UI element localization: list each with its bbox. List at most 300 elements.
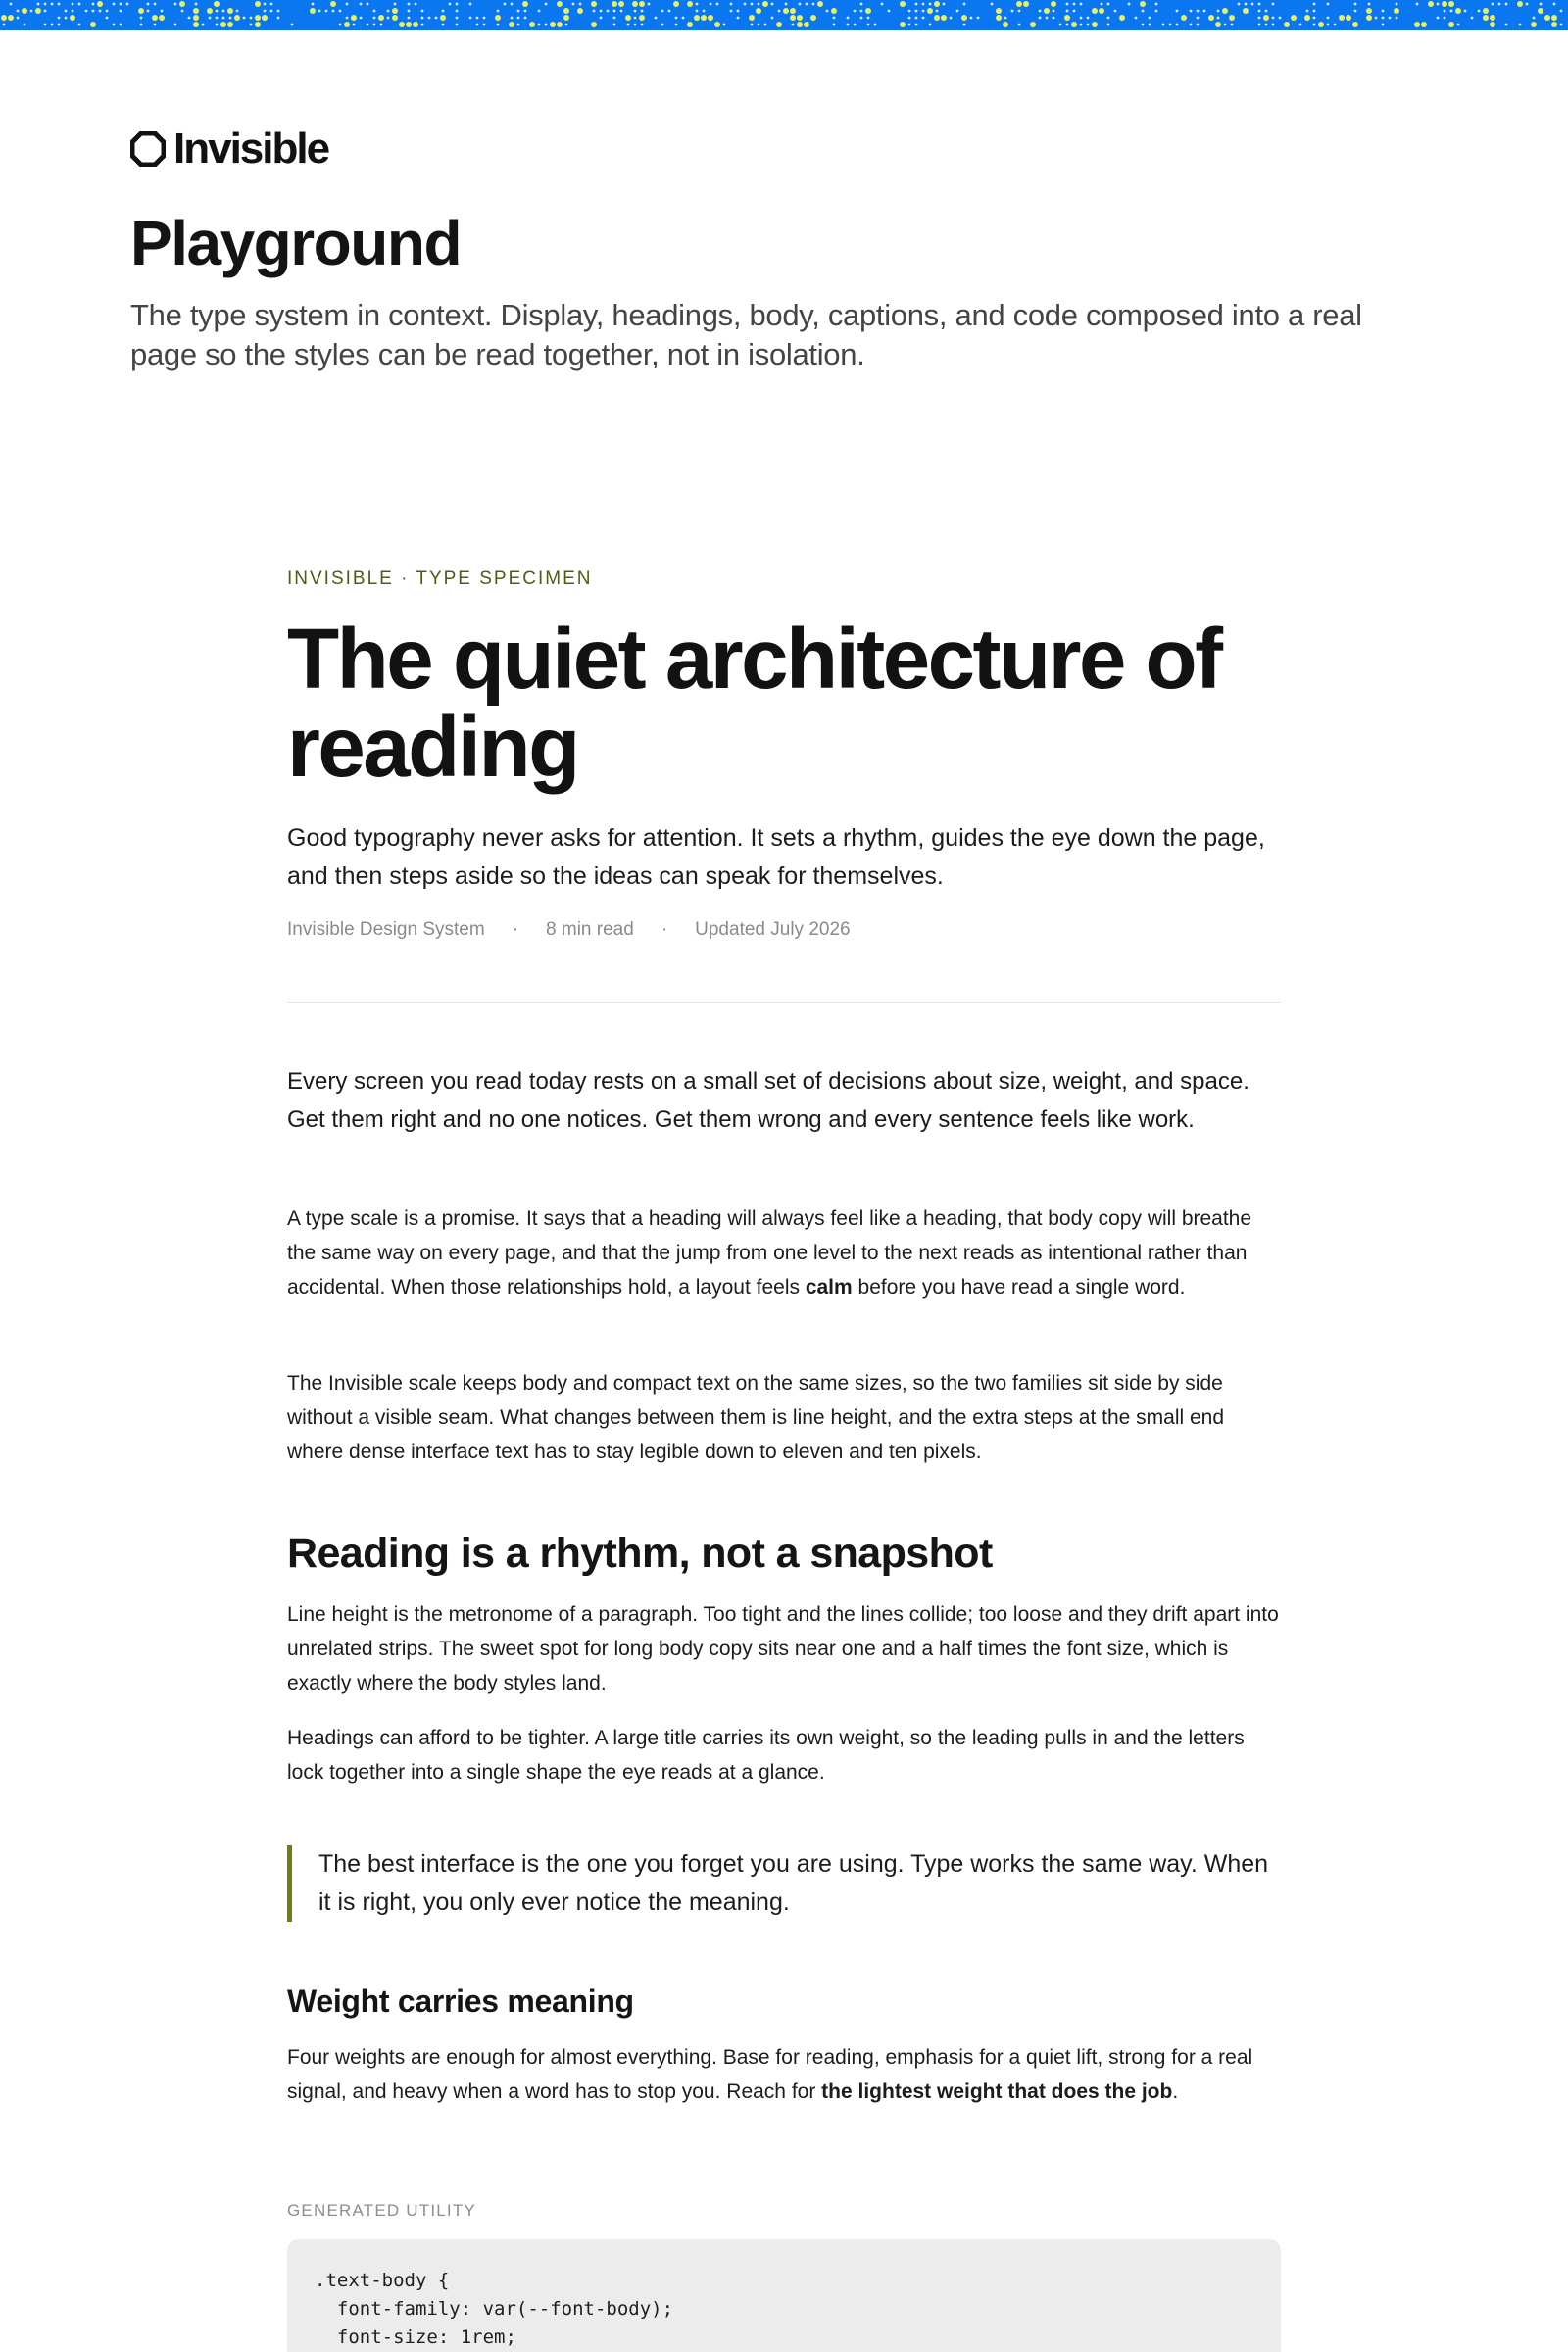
pattern-dot bbox=[408, 10, 411, 13]
pattern-dot bbox=[392, 15, 398, 21]
meta-read-time: 8 min read bbox=[546, 919, 634, 940]
pattern-dot bbox=[860, 17, 863, 20]
pattern-dot bbox=[922, 3, 925, 6]
pattern-dot bbox=[723, 24, 726, 26]
pattern-dot bbox=[1551, 22, 1557, 27]
pattern-dot bbox=[778, 10, 781, 13]
pattern-dot bbox=[1540, 3, 1543, 6]
body-paragraph-4: Headings can afford to be tighter. A large title carries its own weight, so the leading pulls in and the letters lock together into a single shape the eye reads at a glance. bbox=[287, 1727, 1245, 1784]
pattern-dot bbox=[1197, 24, 1200, 26]
pattern-dot bbox=[662, 10, 664, 13]
pattern-dot bbox=[1304, 15, 1310, 21]
pattern-dot bbox=[675, 17, 678, 20]
pattern-dot bbox=[934, 15, 940, 21]
pattern-dot bbox=[51, 24, 54, 26]
pattern-dot bbox=[1306, 10, 1309, 13]
pattern-dot bbox=[1059, 24, 1062, 26]
pattern-dot bbox=[799, 3, 802, 6]
pattern-dot bbox=[92, 3, 95, 6]
pattern-dot bbox=[174, 3, 177, 6]
body-paragraph-1 bbox=[287, 1201, 1281, 1304]
pattern-dot bbox=[1224, 24, 1227, 26]
pattern-dot bbox=[262, 15, 268, 21]
pattern-dot bbox=[1389, 17, 1392, 20]
pattern-dot bbox=[1396, 17, 1398, 20]
pattern-dot bbox=[716, 3, 719, 6]
pattern-dot bbox=[51, 3, 54, 6]
pattern-dot bbox=[854, 10, 857, 13]
pattern-dot bbox=[222, 10, 225, 13]
article-deck: Good typography never asks for attention. It sets a rhythm, guides the eye down the page, and then steps aside so the ideas can speak for themselves. bbox=[287, 824, 1265, 890]
pattern-dot bbox=[1053, 17, 1055, 20]
pattern-dot bbox=[806, 3, 808, 6]
pattern-dot bbox=[865, 8, 871, 14]
pattern-dot bbox=[1231, 24, 1234, 26]
pattern-dot bbox=[1018, 24, 1021, 26]
pattern-dot bbox=[929, 24, 932, 26]
pattern-dot bbox=[607, 10, 610, 13]
pattern-dot bbox=[469, 3, 472, 6]
pattern-dot bbox=[915, 24, 918, 26]
pattern-dot bbox=[756, 8, 761, 14]
pattern-dot bbox=[476, 17, 479, 20]
pattern-dot bbox=[730, 10, 733, 13]
pattern-dot bbox=[1107, 3, 1110, 6]
pattern-dot bbox=[360, 17, 363, 20]
pattern-dot bbox=[325, 10, 328, 13]
pattern-dot bbox=[1107, 17, 1110, 20]
pattern-dot bbox=[701, 15, 707, 21]
pattern-dot bbox=[1368, 3, 1371, 6]
pattern-dot bbox=[703, 10, 706, 13]
pattern-dot bbox=[810, 15, 816, 21]
pattern-dot bbox=[783, 8, 789, 14]
pattern-dot bbox=[1375, 17, 1378, 20]
pattern-dot bbox=[234, 15, 240, 21]
pattern-dot bbox=[860, 10, 863, 13]
pattern-dot bbox=[1142, 10, 1145, 13]
pattern-dot bbox=[78, 3, 81, 6]
pattern-dot bbox=[1505, 24, 1508, 26]
pattern-dot bbox=[72, 3, 74, 6]
pattern-dot bbox=[1243, 8, 1249, 14]
pattern-dot bbox=[618, 1, 624, 7]
pattern-dot bbox=[312, 3, 315, 6]
pattern-dot bbox=[222, 17, 225, 20]
pattern-dot bbox=[1258, 17, 1261, 20]
pattern-dot bbox=[509, 22, 514, 27]
pattern-dot bbox=[1366, 15, 1372, 21]
pattern-dot bbox=[1238, 3, 1241, 6]
pattern-dot bbox=[627, 24, 630, 26]
pattern-dot bbox=[1149, 17, 1152, 20]
pattern-dot bbox=[751, 3, 754, 6]
pattern-dot bbox=[1448, 22, 1454, 27]
logo-octagon-icon bbox=[130, 131, 166, 167]
body-paragraph-2: The Invisible scale keeps body and compact text on the same sizes, so the two families sit side by side without a visible seam. What changes between them is line height, and the extra steps at the small end where dense interface text has to stay legible down to eleven and ten pixels. bbox=[287, 1372, 1225, 1463]
pattern-dot bbox=[687, 1, 693, 7]
pattern-dot bbox=[1327, 24, 1330, 26]
article-headline: The quiet architecture of reading bbox=[287, 612, 1221, 795]
pattern-dot bbox=[517, 10, 520, 13]
pattern-dot bbox=[1396, 3, 1398, 6]
pattern-dot bbox=[456, 3, 459, 6]
pattern-dot bbox=[847, 17, 850, 20]
p5-strong: the lightest weight that does the job bbox=[821, 2081, 1173, 2103]
pattern-dot bbox=[236, 10, 239, 13]
pattern-dot bbox=[826, 10, 829, 13]
pattern-dot bbox=[579, 3, 582, 6]
subsection-heading: Weight carries meaning bbox=[287, 1984, 634, 2019]
pattern-dot bbox=[65, 10, 68, 13]
pattern-dot bbox=[140, 17, 143, 20]
article-eyebrow: INVISIBLE · TYPE SPECIMEN bbox=[287, 568, 593, 589]
pattern-dot bbox=[449, 3, 452, 6]
article-meta bbox=[287, 919, 851, 941]
pattern-dot bbox=[634, 17, 637, 20]
pattern-dot bbox=[37, 3, 40, 6]
pattern-dot bbox=[1073, 10, 1076, 13]
pattern-dot bbox=[1155, 10, 1158, 13]
pattern-dot bbox=[908, 24, 911, 26]
pattern-dot bbox=[339, 10, 342, 13]
pattern-dot bbox=[1073, 3, 1076, 6]
pattern-dot bbox=[668, 10, 671, 13]
pattern-dot bbox=[634, 24, 637, 26]
pattern-dot bbox=[504, 3, 507, 6]
pattern-dot bbox=[943, 3, 946, 6]
meta-separator: · bbox=[512, 919, 519, 940]
pattern-dot bbox=[408, 17, 411, 20]
pattern-dot bbox=[922, 10, 925, 13]
pattern-dot bbox=[708, 15, 713, 21]
pattern-dot bbox=[804, 22, 809, 27]
pattern-dot bbox=[1181, 15, 1187, 21]
pattern-dot bbox=[392, 8, 398, 14]
pattern-dot bbox=[17, 10, 20, 13]
pattern-dot bbox=[406, 22, 412, 27]
pattern-dot bbox=[1229, 15, 1235, 21]
pattern-dot bbox=[1382, 10, 1385, 13]
code-caption: GENERATED UTILITY bbox=[287, 2201, 476, 2220]
pattern-dot bbox=[696, 3, 699, 6]
pattern-dot bbox=[545, 24, 548, 26]
pattern-dot bbox=[1416, 3, 1419, 6]
pattern-dot bbox=[207, 8, 213, 14]
pattern-dot bbox=[442, 10, 445, 13]
pattern-dot bbox=[1004, 17, 1007, 20]
pattern-dot bbox=[934, 1, 940, 7]
p1-strong: calm bbox=[805, 1276, 853, 1298]
pattern-dot bbox=[675, 24, 678, 26]
pattern-dot bbox=[120, 24, 122, 26]
pattern-dot bbox=[620, 10, 623, 13]
pattern-dot bbox=[1039, 17, 1042, 20]
pull-quote: The best interface is the one you forget you are using. Type works the same way. When it is right, you only ever notice the meaning. bbox=[287, 1845, 1281, 1922]
pattern-dot bbox=[613, 10, 616, 13]
pattern-dot bbox=[564, 15, 569, 21]
pattern-dot bbox=[1366, 8, 1372, 14]
pattern-dot bbox=[216, 24, 219, 26]
pattern-dot bbox=[220, 22, 226, 27]
pattern-dot bbox=[867, 24, 870, 26]
pattern-dot bbox=[1490, 22, 1495, 27]
pattern-dot bbox=[1538, 8, 1544, 14]
pattern-dot bbox=[1437, 3, 1440, 6]
pattern-dot bbox=[790, 8, 796, 14]
pattern-dot bbox=[1544, 15, 1550, 21]
pattern-dot bbox=[330, 1, 336, 7]
pattern-dot bbox=[600, 10, 603, 13]
pattern-dot bbox=[1505, 3, 1508, 6]
pattern-dot bbox=[1135, 17, 1138, 20]
pattern-dot bbox=[1265, 10, 1268, 13]
pattern-dot bbox=[941, 15, 947, 21]
pattern-dot bbox=[1551, 15, 1557, 21]
pattern-dot bbox=[1018, 10, 1021, 13]
pattern-dot bbox=[1272, 3, 1275, 6]
pattern-dot bbox=[1066, 24, 1069, 26]
pattern-dot bbox=[1155, 3, 1158, 6]
pattern-dot bbox=[1197, 10, 1200, 13]
pattern-dot bbox=[600, 17, 603, 20]
pattern-dot bbox=[1334, 24, 1337, 26]
pattern-dot bbox=[1258, 3, 1261, 6]
pattern-dot bbox=[408, 3, 411, 6]
pattern-dot bbox=[159, 15, 165, 21]
pattern-dot bbox=[1162, 24, 1165, 26]
pattern-dot bbox=[963, 3, 966, 6]
pattern-dot bbox=[161, 10, 164, 13]
pattern-dot bbox=[339, 24, 342, 26]
pattern-dot bbox=[264, 3, 267, 6]
pattern-dot bbox=[1217, 17, 1220, 20]
pattern-dot bbox=[1087, 17, 1090, 20]
pattern-dot bbox=[495, 15, 501, 21]
pattern-dot bbox=[634, 10, 637, 13]
pattern-dot bbox=[874, 24, 877, 26]
pattern-dot bbox=[1455, 8, 1461, 14]
pattern-dot bbox=[1222, 8, 1228, 14]
pattern-dot bbox=[1080, 17, 1083, 20]
pattern-dot bbox=[44, 10, 47, 13]
pattern-dot bbox=[1313, 3, 1316, 6]
pattern-dot bbox=[1119, 15, 1125, 21]
pattern-dot bbox=[126, 3, 129, 6]
pattern-dot bbox=[762, 1, 768, 7]
pattern-dot bbox=[44, 3, 47, 6]
pattern-dot bbox=[440, 15, 446, 21]
pattern-dot bbox=[367, 24, 369, 26]
pattern-dot bbox=[792, 24, 795, 26]
pattern-dot bbox=[936, 10, 939, 13]
pattern-dot bbox=[1064, 15, 1070, 21]
page-intro: The type system in context. Display, headings, body, captions, and code composed into a real page so the styles can be read together, not in isolation. bbox=[130, 298, 1362, 371]
pattern-dot bbox=[106, 17, 109, 20]
pattern-dot bbox=[591, 22, 597, 27]
pattern-dot bbox=[1490, 15, 1495, 21]
pattern-dot bbox=[1354, 10, 1357, 13]
pattern-dot bbox=[1107, 24, 1110, 26]
pattern-dot bbox=[908, 10, 911, 13]
pattern-dot bbox=[58, 17, 61, 20]
meta-separator: · bbox=[661, 919, 668, 940]
pattern-dot bbox=[373, 24, 376, 26]
pattern-dot bbox=[1531, 22, 1537, 27]
pattern-dot bbox=[1258, 10, 1261, 13]
pattern-dot bbox=[511, 17, 514, 20]
pattern-dot bbox=[797, 22, 803, 27]
pattern-dot bbox=[1140, 1, 1146, 7]
pattern-dot bbox=[593, 10, 596, 13]
pattern-dot bbox=[255, 15, 261, 21]
pattern-dot bbox=[277, 17, 280, 20]
pattern-dot bbox=[174, 24, 177, 26]
pattern-dot bbox=[1483, 15, 1489, 21]
pattern-dot bbox=[545, 3, 548, 6]
pattern-dot bbox=[1245, 3, 1248, 6]
pattern-dot bbox=[1203, 10, 1206, 13]
pattern-dot bbox=[97, 1, 103, 7]
code-text: .text-body { font-family: var(--font-body); font-size: 1rem; bbox=[315, 2270, 674, 2348]
pattern-dot bbox=[202, 24, 205, 26]
pattern-dot bbox=[881, 3, 884, 6]
pattern-dot bbox=[415, 3, 417, 6]
pattern-dot bbox=[785, 3, 788, 6]
pattern-dot bbox=[1030, 22, 1036, 27]
pattern-dot bbox=[565, 24, 568, 26]
pattern-dot bbox=[435, 17, 438, 20]
pattern-dot bbox=[140, 24, 143, 26]
pattern-dot bbox=[557, 22, 563, 27]
pattern-dot bbox=[517, 24, 520, 26]
pattern-dot bbox=[915, 3, 918, 6]
pattern-dot bbox=[956, 10, 959, 13]
pattern-dot bbox=[1053, 10, 1055, 13]
pattern-dot bbox=[428, 17, 431, 20]
pattern-dot bbox=[1023, 1, 1029, 7]
pattern-dot bbox=[394, 3, 397, 6]
pattern-dot bbox=[662, 24, 664, 26]
pattern-dot bbox=[380, 24, 383, 26]
pattern-dot bbox=[227, 8, 233, 14]
pattern-dot bbox=[497, 24, 500, 26]
pattern-dot bbox=[557, 1, 563, 7]
pattern-dot bbox=[867, 17, 870, 20]
pattern-dot bbox=[963, 24, 966, 26]
pattern-dot bbox=[1217, 10, 1220, 13]
pattern-dot bbox=[353, 24, 356, 26]
pattern-dot bbox=[564, 8, 569, 14]
pattern-dot bbox=[421, 24, 424, 26]
pattern-dot bbox=[3, 24, 6, 26]
pattern-dot bbox=[346, 17, 349, 20]
pattern-dot bbox=[193, 22, 199, 27]
pattern-dot bbox=[270, 3, 273, 6]
pattern-dot bbox=[833, 17, 836, 20]
pattern-dot bbox=[22, 8, 27, 14]
dot-pattern bbox=[0, 0, 1568, 30]
pattern-dot bbox=[30, 10, 33, 13]
pattern-dot bbox=[641, 24, 644, 26]
pattern-dot bbox=[250, 17, 253, 20]
pattern-dot bbox=[812, 3, 815, 6]
pattern-dot bbox=[346, 3, 349, 6]
pattern-dot bbox=[1190, 24, 1193, 26]
pattern-dot bbox=[255, 1, 261, 7]
pattern-dot bbox=[72, 10, 74, 13]
pattern-dot bbox=[216, 10, 219, 13]
pattern-dot bbox=[524, 10, 527, 13]
pattern-dot bbox=[612, 1, 617, 7]
pattern-dot bbox=[1044, 8, 1050, 14]
pattern-dot bbox=[1215, 22, 1221, 27]
pattern-dot bbox=[1279, 17, 1282, 20]
pattern-dot bbox=[1016, 1, 1022, 7]
pattern-dot bbox=[1437, 17, 1440, 20]
pattern-dot bbox=[1313, 24, 1316, 26]
pattern-dot bbox=[1, 15, 7, 21]
pattern-dot bbox=[1046, 17, 1049, 20]
pattern-dot bbox=[1352, 22, 1358, 27]
pattern-dot bbox=[639, 1, 645, 7]
pattern-dot bbox=[120, 10, 122, 13]
p5-text-end: . bbox=[1172, 2081, 1179, 2103]
pattern-dot bbox=[1066, 10, 1069, 13]
pattern-dot bbox=[771, 17, 774, 20]
pattern-dot bbox=[1099, 8, 1104, 14]
pattern-dot bbox=[908, 17, 911, 20]
pattern-dot bbox=[1208, 15, 1214, 21]
brand-logo[interactable] bbox=[130, 125, 328, 172]
article-lead: Every screen you read today rests on a small set of decisions about size, weight, and space. Get them right and no one notices. Get them wrong and every sentence feels like work. bbox=[287, 1068, 1250, 1133]
pattern-dot bbox=[1526, 3, 1529, 6]
pattern-dot bbox=[138, 8, 144, 14]
pattern-dot bbox=[744, 3, 747, 6]
pattern-dot bbox=[1142, 24, 1145, 26]
pattern-dot bbox=[113, 3, 116, 6]
pattern-dot bbox=[1291, 15, 1297, 21]
pattern-dot bbox=[1394, 8, 1399, 14]
pattern-dot bbox=[625, 15, 631, 21]
pattern-dot bbox=[758, 3, 760, 6]
pattern-dot bbox=[655, 17, 658, 20]
pattern-dot bbox=[367, 3, 369, 6]
top-pattern-strip bbox=[0, 0, 1568, 30]
pattern-dot bbox=[764, 24, 767, 26]
pattern-dot bbox=[1066, 3, 1069, 6]
pattern-dot bbox=[737, 17, 740, 20]
pattern-dot bbox=[613, 17, 616, 20]
pattern-dot bbox=[1498, 3, 1501, 6]
brand-name: Invisible bbox=[173, 124, 329, 172]
pattern-dot bbox=[776, 22, 782, 27]
pattern-dot bbox=[1478, 10, 1481, 13]
pattern-dot bbox=[216, 17, 219, 20]
pattern-dot bbox=[58, 24, 61, 26]
pattern-dot bbox=[817, 1, 823, 7]
pattern-dot bbox=[413, 22, 418, 27]
pattern-dot bbox=[179, 1, 185, 7]
pattern-dot bbox=[710, 3, 712, 6]
pattern-dot bbox=[24, 24, 26, 26]
pattern-dot bbox=[915, 10, 918, 13]
pattern-dot bbox=[399, 22, 405, 27]
pattern-dot bbox=[572, 3, 575, 6]
pattern-dot bbox=[1128, 3, 1131, 6]
pattern-dot bbox=[1299, 24, 1302, 26]
pattern-dot bbox=[332, 10, 335, 13]
